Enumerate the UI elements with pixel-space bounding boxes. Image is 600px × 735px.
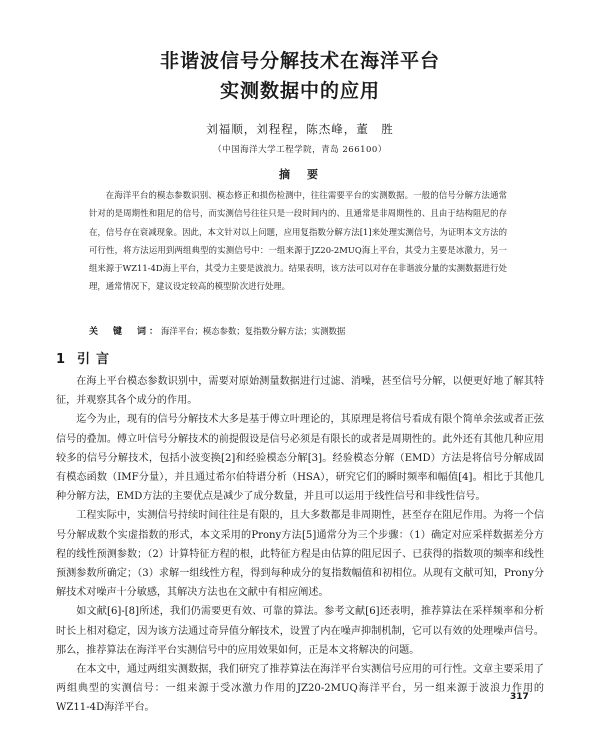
section-number: 1 xyxy=(56,352,66,367)
paragraph: 迄今为止，现有的信号分解技术大多是基于傅立叶理论的，其原理是将信号看成有限个简单余弦或者正弦信号的叠加。傅立叶信号分解技术的前提假设是信号必须是有限长的或者是周期性的。此外还有其他几种应用较多的信号分解技术，包括小波变换[2]和经验模态分解[3]。经验模态分解（EMD）方法是将信号分解成固有模态函数（IMF分量），并且通过希尔伯特谱分析（HSA），研究它们的瞬时频率和幅值[4]。相比于其他几种分解方法，EMD方法的主要优点是减少了成分数量，并且可以运用于线性信号和非线性信号。 xyxy=(56,414,544,503)
keywords-text: 海洋平台；模态参数；复指数分解方法；实测数据 xyxy=(161,326,346,336)
affiliation: （中国海洋大学工程学院，青岛 266100） xyxy=(213,145,387,155)
paragraph: 工程实际中，实测信号持续时间往往是有限的，且大多数都是非周期性，甚至存在阻尼作用。为将一个信号分解成数个实虚指数的形式，本文采用的Prony方法[5]通常分为三个步骤：（1）确定对应采样数据差分方程的线性预测参数；（2）计算特征方程的根，此特征方程是由估算的阻尼因子、已获得的指数项的频率和线性预测参数所确定；（3）求解一组线性方程，得到每种成分的复指数幅值和初相位。从现有文献可知，Prony分解技术对噪声十分敏感，其解决方法也在文献中有相应阐述。 xyxy=(56,510,544,599)
paragraph: 在海上平台模态参数识别中，需要对原始测量数据进行过滤、消噪，甚至信号分解，以便更好地了解其特征，并观察其各个成分的作用。 xyxy=(56,376,544,407)
paragraph: 如文献[6]-[8]所述，我们仍需要更有效、可靠的算法。参考文献[6]还表明，推荐算法在采样频率和分析时长上相对稳定，因为该方法通过奇异值分解技术，设置了内在噪声抑制机制，它可以有效的处理噪声信号。那么，推荐算法在海洋平台实测信号中的应用效果如何，正是本文将解决的问题。 xyxy=(56,606,544,656)
page-number: 317 xyxy=(510,692,529,702)
paper-title-line-2: 实测数据中的应用 xyxy=(219,80,380,102)
section-heading xyxy=(56,348,115,367)
abstract-heading: 摘 要 xyxy=(279,168,321,181)
section-body xyxy=(56,372,544,718)
keywords-label: 关 键 词： xyxy=(89,327,162,337)
keywords xyxy=(89,324,507,339)
authors: 刘福顺，刘程程，陈杰峰，董 胜 xyxy=(206,122,394,136)
paragraph: 在本文中，通过两组实测数据，我们研究了推荐算法在海洋平台实测信号应用的可行性。文章主要采用了两组典型的实测信号：一组来源于受冰激力作用的JZ20-2MUQ海洋平台，另一组来源于波浪力作用的WZ11-4D海洋平台。 xyxy=(56,664,544,714)
section-title: 引言 xyxy=(77,352,116,367)
paper-title-line-1: 非谐波信号分解技术在海洋平台 xyxy=(159,50,440,72)
abstract-text: 在海洋平台的模态参数识别、模态修正和损伤检测中，往往需要平台的实测数据。一般的信号分解方法通常针对的是周期性和阻尼的信号，而实测信号往往只是一段时间内的、且通常是非周期性的、且由于结构阻尼的存在，信号存在衰减现象。因此，本文针对以上问题，应用复指数分解方法[1]来处理实测信号，为证明本文方法的可行性，将方法运用到两组典型的实测信号中：一组来源于JZ20-2MUQ海上平台，其受力主要是冰激力，另一组来源于WZ11-4D海上平台，其受力主要是波浪力。结果表明，该方法可以对存在非谐波分量的实测数据进行处理，通常情况下，建议设定较高的模型阶次进行处理。 xyxy=(89,190,507,292)
